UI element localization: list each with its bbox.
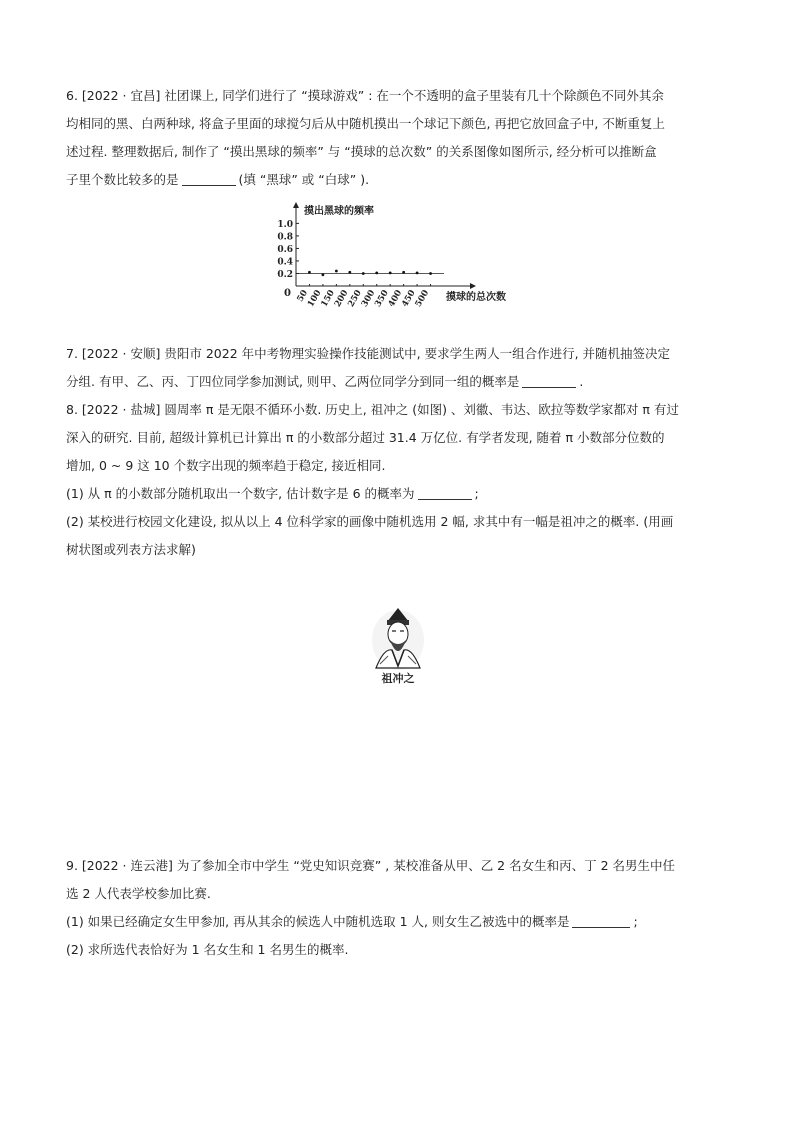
q7-answer-blank[interactable] [522, 373, 576, 388]
data-point [348, 271, 351, 274]
question-7 [66, 340, 736, 396]
x-tick-label: 400 [386, 288, 405, 309]
q8-line-2: 深入的研究. 目前, 超级计算机已计算出 π 的小数部分超过 31.4 万亿位. 有学者发现, 随着 π 小数部分位数的 [66, 430, 665, 445]
q6-line-4-text: 子里个数比较多的是 [66, 172, 179, 187]
x-tick-label: 500 [413, 288, 432, 309]
question-8 [66, 396, 736, 564]
chart-x-ticks [295, 284, 431, 309]
q8-part-1 [66, 480, 736, 508]
q8-part-2-line-1: (2) 某校进行校园文化建设, 拟从以上 4 位科学家的画像中随机选用 2 幅, 求其中有一幅是祖冲之的概率. (用画 [66, 514, 674, 529]
y-tick-label: 0.6 [277, 244, 293, 255]
x-axis-arrow [470, 283, 476, 289]
q6-line-3: 述过程. 整理数据后, 制作了 “摸出黑球的频率” 与 “摸球的总次数” 的关系图像如图所示, 经分析可以推断盒 [66, 144, 657, 159]
data-point [308, 271, 311, 274]
q9-answer-blank[interactable] [572, 913, 630, 928]
x-tick-label: 250 [346, 288, 364, 309]
y-tick-label: 1.0 [277, 219, 293, 230]
x-tick-label: 50 [295, 288, 311, 304]
q6-line-4 [66, 166, 736, 194]
portrait-caption: 祖冲之 [381, 672, 415, 685]
y-tick-label: 0.8 [277, 232, 293, 243]
q6-line-1: 6. [2022 · 宜昌] 社团课上, 同学们进行了 “摸球游戏” : 在一个不透明的盒子里装有几十个除颜色不同外其余 [66, 88, 664, 103]
data-point [402, 271, 405, 274]
y-tick-label: 0.2 [277, 269, 293, 280]
q8-part-1-text: (1) 从 π 的小数部分随机取出一个数字, 估计数字是 6 的概率为 [66, 486, 415, 501]
q9-part-2: (2) 求所选代表恰好为 1 名女生和 1 名男生的概率. [66, 942, 349, 957]
y-tick-label: 0.4 [277, 257, 293, 268]
q6-line-4-tail: (填 “黑球” 或 “白球” ). [238, 172, 370, 187]
q9-part-1-tail: ; [633, 914, 638, 929]
q8-answer-blank[interactable] [418, 485, 472, 500]
question-6 [66, 82, 736, 194]
x-tick-label: 450 [400, 288, 418, 309]
q7-line-2-text: 分组. 有甲、乙、丙、丁四位同学参加测试, 则甲、乙两位同学分到同一组的概率是 [66, 374, 520, 389]
q6-answer-blank[interactable] [182, 171, 236, 186]
frequency-scatter-chart [272, 200, 542, 310]
q8-line-3: 增加, 0 ~ 9 这 10 个数字出现的频率趋于稳定, 接近相同. [66, 458, 386, 473]
chart-x-axis-label: 摸球的总次数 [446, 292, 506, 303]
chart-origin-label: 0 [284, 288, 291, 299]
q9-part-1 [66, 908, 736, 936]
data-point [322, 273, 325, 276]
data-point [362, 272, 365, 275]
x-tick-label: 300 [359, 288, 378, 309]
q7-line-2 [66, 368, 736, 396]
q7-line-1: 7. [2022 · 安顺] 贵阳市 2022 年中考物理实验操作技能测试中, 要求学生两人一组合作进行, 并随机抽签决定 [66, 346, 671, 361]
data-point [416, 271, 419, 274]
q9-line-1: 9. [2022 · 连云港] 为了参加全市中学生 “党史知识竞赛” , 某校准备从甲、乙 2 名女生和丙、丁 2 名男生中任 [66, 858, 676, 873]
q9-line-2: 选 2 人代表学校参加比赛. [66, 886, 211, 901]
q8-part-1-tail: ; [474, 486, 479, 501]
data-point [429, 272, 432, 275]
data-point [375, 271, 378, 274]
q8-part-2-line-2: 树状图或列表方法求解) [66, 542, 196, 557]
x-tick-label: 350 [373, 288, 391, 309]
chart-points [308, 270, 432, 277]
q7-line-2-tail: . [579, 374, 584, 389]
data-point [335, 270, 338, 273]
q9-part-1-text: (1) 如果已经确定女生甲参加, 再从其余的候选人中随机选取 1 人, 则女生乙被选中的概率是 [66, 914, 570, 929]
x-tick-label: 150 [319, 288, 337, 309]
data-point [389, 271, 392, 274]
y-axis-arrow [293, 202, 299, 208]
q8-line-1: 8. [2022 · 盐城] 圆周率 π 是无限不循环小数. 历史上, 祖冲之 (如图) 、刘徽、韦达、欧拉等数学家都对 π 有过 [66, 402, 679, 417]
x-tick-label: 200 [332, 288, 351, 309]
chart-y-axis-label: 摸出黑球的频率 [304, 206, 374, 217]
q6-line-2: 均相同的黑、白两种球, 将盒子里面的球搅匀后从中随机摸出一个球记下颜色, 再把它放回盒子中, 不断重复上 [66, 116, 665, 131]
question-9 [66, 852, 736, 964]
x-tick-label: 100 [305, 288, 324, 309]
